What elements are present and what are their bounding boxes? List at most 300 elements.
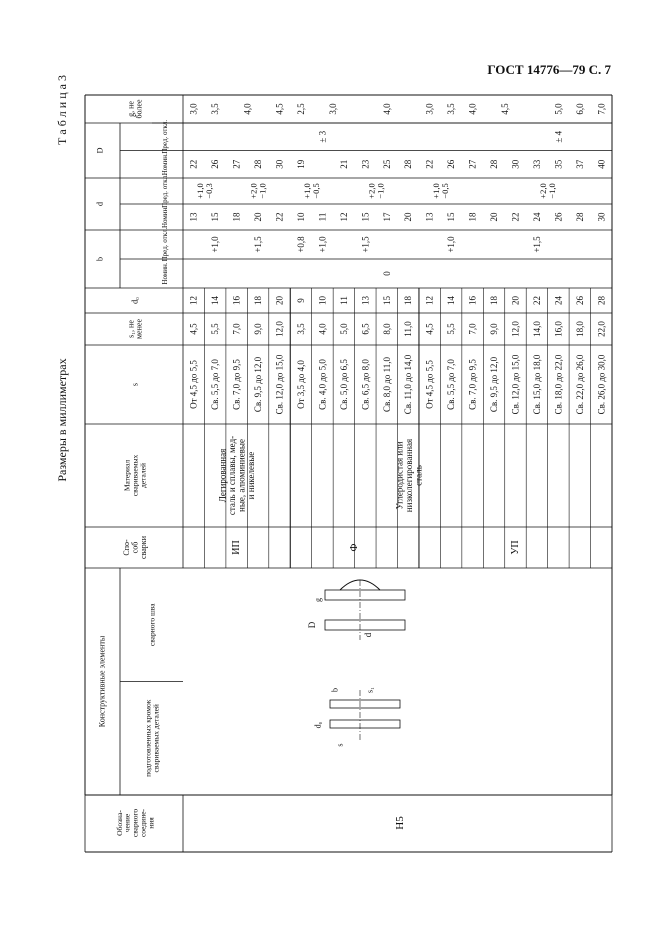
table-3	[55, 75, 612, 852]
cell-s1	[596, 321, 606, 337]
weld-drawing	[325, 580, 405, 740]
cell-s1-text: 5,0	[338, 323, 349, 335]
cell-s1-text: 9,0	[489, 323, 500, 335]
d-header	[96, 202, 105, 206]
cell-d0-text: 14	[446, 296, 457, 305]
cell-d0-text: 28	[596, 296, 607, 305]
cell-d-nom	[425, 212, 435, 222]
cell-s1-text: 5,5	[446, 323, 457, 335]
cell-s-text: От 4,5 до 5,5	[424, 360, 435, 409]
cell-d-nom-text: 13	[424, 212, 435, 222]
cell-d-tol-text: −1,0	[257, 183, 268, 199]
d0-header-text: d₀	[130, 297, 140, 304]
cell-d-nom	[339, 213, 349, 222]
tol-header-0-text: Пред. откл.	[161, 119, 169, 154]
method-up-text: УП	[509, 540, 521, 555]
cell-s-text: Св. 5,5 до 7,0	[446, 359, 457, 410]
cell-b-tol-text: +1,5	[531, 236, 542, 253]
designation-header-text: ния	[146, 817, 156, 829]
cell-D-nom-text: 30	[510, 159, 521, 169]
cell-s-text: От 4,5 до 5,5	[188, 360, 199, 409]
cell-b-tol-text: +1,0	[446, 236, 457, 253]
cell-D-nom	[468, 159, 478, 169]
cell-d0-text: 10	[317, 296, 328, 305]
weld-seam-header-text: сварного шва	[147, 603, 157, 647]
method-up	[510, 540, 521, 554]
cell-D-nom-text: 37	[574, 159, 585, 169]
cell-s	[468, 359, 478, 410]
cell-d0-text: 26	[574, 296, 585, 305]
nom-header-2	[161, 262, 169, 284]
method-f	[349, 543, 360, 551]
label-g-text: g	[313, 598, 323, 602]
cell-D-nom	[403, 159, 413, 169]
material-1-text: ные, алюминиевые	[236, 439, 247, 512]
cell-d0-text: 15	[381, 296, 392, 305]
plate-top	[330, 700, 400, 708]
cell-s	[253, 356, 263, 412]
cell-g	[328, 103, 338, 115]
cell-g	[242, 103, 252, 115]
cell-d-nom	[317, 213, 327, 222]
cell-d-nom-text: 17	[381, 212, 392, 222]
cell-D-nom	[339, 160, 349, 169]
cell-d-nom-text: 30	[596, 212, 607, 222]
cell-s	[382, 357, 392, 412]
cell-s1	[232, 323, 242, 335]
D-header-text: D	[95, 147, 105, 154]
cell-d-nom-text: 20	[253, 212, 264, 222]
cell-D-nom-text: 19	[295, 159, 306, 169]
cell-s	[425, 360, 435, 409]
cell-s1	[339, 323, 349, 335]
cell-b-tol-text: +1,5	[360, 236, 371, 253]
elements-header-text: Конструктивные элементы	[97, 635, 107, 728]
D-header	[96, 147, 105, 153]
cell-g-text: 5,0	[553, 103, 564, 115]
nom-header-1	[161, 206, 169, 228]
cell-b-tol	[317, 236, 327, 253]
cell-s-text: Св. 7,0 до 9,5	[467, 359, 478, 410]
cell-D-nom-text: 35	[553, 159, 564, 169]
cell-d-nom-text: 20	[489, 212, 500, 222]
cell-D-nom	[360, 159, 370, 169]
method-ip-text: ИП	[231, 540, 243, 555]
material-header-text: деталей	[138, 463, 148, 488]
cell-s1	[532, 321, 542, 337]
d-header-text: d	[95, 202, 105, 206]
prepared-edges-header	[144, 699, 161, 777]
cell-d-nom	[232, 212, 242, 222]
cell-d-nom	[253, 212, 263, 222]
tol-header-2	[161, 227, 169, 261]
cell-d-nom-text: 15	[446, 212, 457, 222]
units-note	[55, 358, 69, 481]
cell-g-text: 7,0	[596, 103, 607, 115]
cell-D-tol	[553, 130, 563, 142]
cell-D-nom	[553, 159, 563, 169]
cell-d0	[510, 296, 520, 306]
cell-d0-text: 18	[253, 296, 264, 305]
cell-s-text: Св. 9,5 до 12,0	[489, 356, 500, 413]
cell-D-nom	[575, 159, 585, 169]
cell-D-nom	[232, 159, 242, 169]
cell-s1-text: 22,0	[596, 321, 607, 337]
nom-header-0	[161, 153, 169, 175]
cell-d-nom-text: 20	[403, 212, 414, 222]
material-1-text: сталь и сплавы, мед-	[226, 435, 237, 516]
cell-d-tol-text: −0,5	[439, 183, 450, 199]
designation-header-text: сварного	[130, 808, 140, 838]
cell-d0	[446, 296, 456, 306]
cell-g	[553, 103, 563, 115]
cell-d-nom	[296, 212, 306, 222]
cell-d0-text: 18	[489, 296, 500, 305]
cell-d-tol-text: −1,0	[375, 183, 386, 199]
cell-b-tol	[446, 236, 456, 253]
cell-s-text: От 3,5 до 4,0	[295, 360, 306, 409]
table-caption	[55, 75, 69, 145]
cell-s-text: Св. 26,0 до 30,0	[596, 354, 607, 415]
cell-d-tol-text: +1,0	[302, 183, 313, 199]
cell-s-text: Св. 11,0 до 14,0	[403, 354, 414, 415]
cell-D-nom	[275, 159, 285, 169]
cell-g-text: 4,0	[381, 103, 392, 115]
cell-d0-text: 24	[553, 296, 564, 305]
cell-D-tol-text: ± 3	[317, 130, 328, 143]
cell-s1	[382, 323, 392, 335]
cell-d-nom	[575, 212, 585, 222]
cell-d-tol-text: +2,0	[248, 183, 259, 199]
material-header-text: свариваемых	[130, 454, 140, 497]
cell-s1-text: 7,0	[231, 323, 242, 335]
cell-d0-text: 12	[188, 296, 199, 305]
cell-d0	[596, 296, 606, 306]
elements-header	[98, 635, 107, 727]
cell-s	[575, 354, 585, 414]
cell-s	[275, 354, 285, 414]
cell-d-nom-text: 11	[317, 212, 328, 222]
cell-s	[296, 360, 306, 409]
designation-header	[115, 808, 156, 837]
cell-g	[575, 103, 585, 115]
material-1	[217, 436, 255, 515]
cell-s	[403, 354, 413, 414]
cell-s1-text: 5,5	[210, 323, 221, 335]
cell-s1-text: 9,0	[253, 323, 264, 335]
cell-d-nom-text: 12	[338, 212, 349, 222]
designation-value	[394, 816, 406, 830]
cell-d0-text: 12	[424, 296, 435, 305]
cell-d0-text: 22	[531, 296, 542, 305]
cell-s1	[425, 323, 435, 335]
cell-s1	[575, 321, 585, 337]
material-2-text: Углеродистая или	[394, 441, 405, 510]
cell-D-nom-text: 21	[338, 159, 349, 169]
cell-D-nom-text: 30	[274, 159, 285, 169]
cell-d-tol-text: +2,0	[366, 183, 377, 199]
cell-s	[446, 359, 456, 410]
cell-d-tol-text: +1,0	[194, 183, 205, 199]
cell-g-text: 3,5	[446, 103, 457, 115]
cell-s1-text: 11,0	[403, 321, 414, 337]
cell-s1	[210, 323, 220, 335]
cell-d-tol-text: −1,0	[547, 183, 558, 199]
cell-g	[425, 103, 435, 115]
cell-s1	[553, 321, 563, 337]
cell-s	[232, 359, 242, 410]
cell-s	[210, 359, 220, 410]
material-header-text: Материал	[122, 459, 132, 492]
material-header	[123, 455, 148, 497]
cell-D-nom-text: 27	[467, 159, 478, 169]
cell-s1-text: 8,0	[381, 323, 392, 335]
cell-D-nom-text: 27	[231, 159, 242, 169]
cell-d0-text: 18	[403, 296, 414, 305]
cell-D-tol	[317, 130, 327, 142]
cell-s-text: Св. 7,0 до 9,5	[231, 359, 242, 410]
g-header	[126, 99, 143, 119]
cell-s	[360, 359, 370, 410]
tol-header-2-text: Пред. откл.	[161, 227, 169, 262]
s-header-text: s	[130, 382, 140, 387]
cell-d-tol	[538, 183, 557, 198]
cell-s1	[510, 321, 520, 337]
cell-d-nom-text: 26	[553, 212, 564, 222]
tol-header-1	[161, 174, 169, 208]
cell-d-nom-text: 28	[574, 212, 585, 222]
cell-d-nom	[596, 212, 606, 222]
cell-d0-text: 20	[274, 296, 285, 305]
nom-header-0-text: Номин.	[161, 153, 169, 176]
nom-header-1-text: Номин.	[161, 205, 169, 229]
cell-s1-text: 18,0	[574, 321, 585, 337]
cell-s1-text: 12,0	[274, 321, 285, 337]
cell-d0	[403, 296, 413, 306]
cell-d-tol-text: −0,3	[203, 183, 214, 199]
cell-s-text: Св. 9,5 до 12,0	[253, 356, 264, 413]
designation-header-text: соедине-	[138, 808, 148, 838]
cell-d0	[296, 298, 306, 303]
cell-d-tol	[302, 183, 321, 198]
g-header-text: более	[134, 99, 144, 119]
method-header	[122, 535, 148, 559]
nom-header-2-text: Номин.	[161, 262, 169, 285]
b-header	[96, 257, 105, 261]
b-header-text: b	[95, 257, 105, 261]
cell-s1	[360, 323, 370, 335]
cell-s1-text: 4,0	[317, 323, 328, 335]
cell-D-nom	[446, 159, 456, 169]
cell-s	[510, 354, 520, 414]
cell-D-nom-text: 28	[403, 159, 414, 169]
label-s1	[366, 687, 375, 693]
cell-d-tol	[367, 183, 386, 198]
cell-D-nom	[489, 159, 499, 169]
cell-D-nom-text: 22	[424, 159, 435, 169]
table-caption-text: Т а б л и ц а 3	[55, 75, 69, 145]
cell-s	[553, 354, 563, 414]
cell-g	[189, 103, 199, 115]
cell-g	[382, 103, 392, 115]
cell-d0	[232, 296, 242, 306]
cell-g-text: 6,0	[574, 103, 585, 115]
cell-d-nom-text: 18	[467, 212, 478, 222]
method-f-text: Ф	[349, 543, 361, 552]
cell-D-nom-text: 28	[253, 159, 264, 169]
cell-D-tol-text: ± 4	[553, 130, 564, 143]
seam-plate-top	[325, 590, 405, 600]
cell-d-nom	[489, 212, 499, 222]
cell-b-tol-text: +1,0	[210, 236, 221, 253]
cell-s1	[275, 321, 285, 337]
cell-s	[596, 354, 606, 414]
plate-bottom	[330, 720, 400, 728]
cell-s1	[489, 323, 499, 335]
cell-s1-text: 6,5	[360, 323, 371, 335]
cell-D-nom-text: 33	[531, 159, 542, 169]
d0-header	[131, 297, 140, 304]
cell-s1-text: 3,5	[295, 323, 306, 335]
cell-s1-text: 4,5	[188, 323, 199, 335]
s-header	[131, 383, 140, 386]
label-d	[363, 632, 373, 637]
cell-g-text: 4,0	[242, 103, 253, 115]
cell-d0	[275, 296, 285, 306]
cell-d-nom	[510, 213, 520, 222]
cell-d0-text: 14	[210, 296, 221, 305]
cell-s1	[296, 323, 306, 335]
units-note-text: Размеры в миллиметрах	[55, 358, 69, 482]
cell-D-nom-text: 40	[596, 159, 607, 169]
label-b	[331, 688, 340, 692]
cell-D-nom-text: 28	[489, 159, 500, 169]
cell-d-nom-text: 18	[231, 212, 242, 222]
material-2-text: сталь	[413, 465, 424, 486]
cell-s1	[446, 323, 456, 335]
cell-D-nom-text: 26	[446, 159, 457, 169]
g-header-text: g, не	[126, 101, 136, 117]
cell-d0	[532, 296, 542, 305]
cell-d-nom-text: 15	[210, 212, 221, 222]
label-s-text: s	[335, 743, 345, 747]
cell-d0	[425, 296, 435, 305]
cell-d0	[575, 296, 585, 306]
cell-d-nom	[189, 212, 199, 222]
cell-D-nom	[382, 159, 392, 169]
cell-b-tol-text: +0,8	[295, 236, 306, 253]
cell-d-nom	[210, 212, 220, 222]
label-b-text: b	[330, 688, 340, 692]
cell-s1-text: 4,5	[424, 323, 435, 335]
cell-b-tol	[296, 236, 306, 253]
cell-D-nom-text: 25	[381, 159, 392, 169]
cell-d0-text: 16	[231, 296, 242, 305]
method-header-text: сварки	[138, 536, 148, 559]
cell-g-text: 4,5	[499, 103, 510, 115]
cell-d-nom-text: 24	[531, 212, 542, 222]
cell-d-nom	[382, 212, 392, 222]
designation-header-text: чение	[122, 813, 132, 833]
cell-s-text: Св. 5,5 до 7,0	[210, 359, 221, 410]
cell-d-nom	[468, 212, 478, 222]
cell-d-nom	[446, 212, 456, 222]
cell-s	[532, 354, 542, 414]
cell-s	[189, 360, 199, 409]
cell-d-nom-text: 22	[274, 212, 285, 222]
cell-s-text: Св. 22,0 до 26,0	[574, 354, 585, 415]
cell-d-tol-text: +1,0	[430, 183, 441, 199]
cell-D-nom	[510, 159, 520, 169]
cell-d-nom-text: 13	[188, 212, 199, 222]
weld-seam-header	[148, 603, 157, 646]
cell-s1-text: 7,0	[467, 323, 478, 335]
cell-g	[468, 103, 478, 115]
cell-D-nom	[425, 160, 435, 169]
label-d0	[314, 721, 323, 728]
prepared-edges-header-text: свариваемых деталей	[151, 704, 161, 773]
cell-s1-text: 14,0	[531, 321, 542, 337]
cell-b-tol	[360, 236, 370, 253]
cell-d0	[253, 296, 263, 306]
tol-header-1-text: Пред. откл.	[161, 174, 169, 208]
cell-g	[296, 103, 306, 115]
cell-b-nom	[382, 271, 392, 276]
cell-d0	[210, 296, 220, 306]
cell-s-text: Св. 4,0 до 5,0	[317, 359, 328, 410]
cell-d-nom-text: 10	[295, 212, 306, 222]
cell-b-tol	[532, 236, 542, 253]
cell-s1-text: 16,0	[553, 321, 564, 337]
cell-s-text: Св. 5,0 до 6,5	[338, 359, 349, 410]
s1-header	[126, 319, 143, 339]
cell-d0	[382, 296, 392, 306]
cell-d0-text: 13	[360, 296, 371, 305]
cell-d-nom-text: 15	[360, 212, 371, 222]
cell-d-nom	[360, 212, 370, 222]
cell-d-tol-text: −0,5	[311, 183, 322, 199]
cell-b-tol-text: +1,0	[317, 236, 328, 253]
cell-D-nom	[253, 159, 263, 169]
cell-D-nom	[596, 159, 606, 169]
cell-s	[489, 356, 499, 412]
cell-s	[317, 359, 327, 410]
cell-s1-text: 12,0	[510, 321, 521, 337]
cell-g	[596, 103, 606, 115]
cell-d0	[317, 296, 327, 306]
cell-d-tol	[195, 183, 214, 198]
label-g	[314, 598, 323, 602]
cell-d0-text: 16	[467, 296, 478, 305]
label-s1-text: s₁	[365, 687, 375, 693]
tol-header-0	[161, 120, 169, 154]
cell-s-text: Св. 18,0 до 22,0	[553, 354, 564, 415]
label-D	[307, 621, 317, 628]
cell-d0-text: 11	[338, 296, 349, 305]
cell-d-nom	[275, 213, 285, 222]
cell-s-text: Св. 12,0 до 15,0	[510, 354, 521, 415]
cell-D-nom-text: 23	[360, 159, 371, 169]
cell-d0-text: 9	[295, 298, 306, 303]
label-d0-text: d₀	[313, 721, 323, 729]
cell-d0-text: 20	[510, 296, 521, 305]
label-s	[336, 743, 345, 746]
cell-b-nom-text: 0	[381, 271, 392, 276]
cell-s1	[468, 323, 478, 335]
cell-s1	[317, 323, 327, 335]
cell-b-tol	[210, 236, 220, 253]
label-D-text: D	[307, 621, 317, 629]
